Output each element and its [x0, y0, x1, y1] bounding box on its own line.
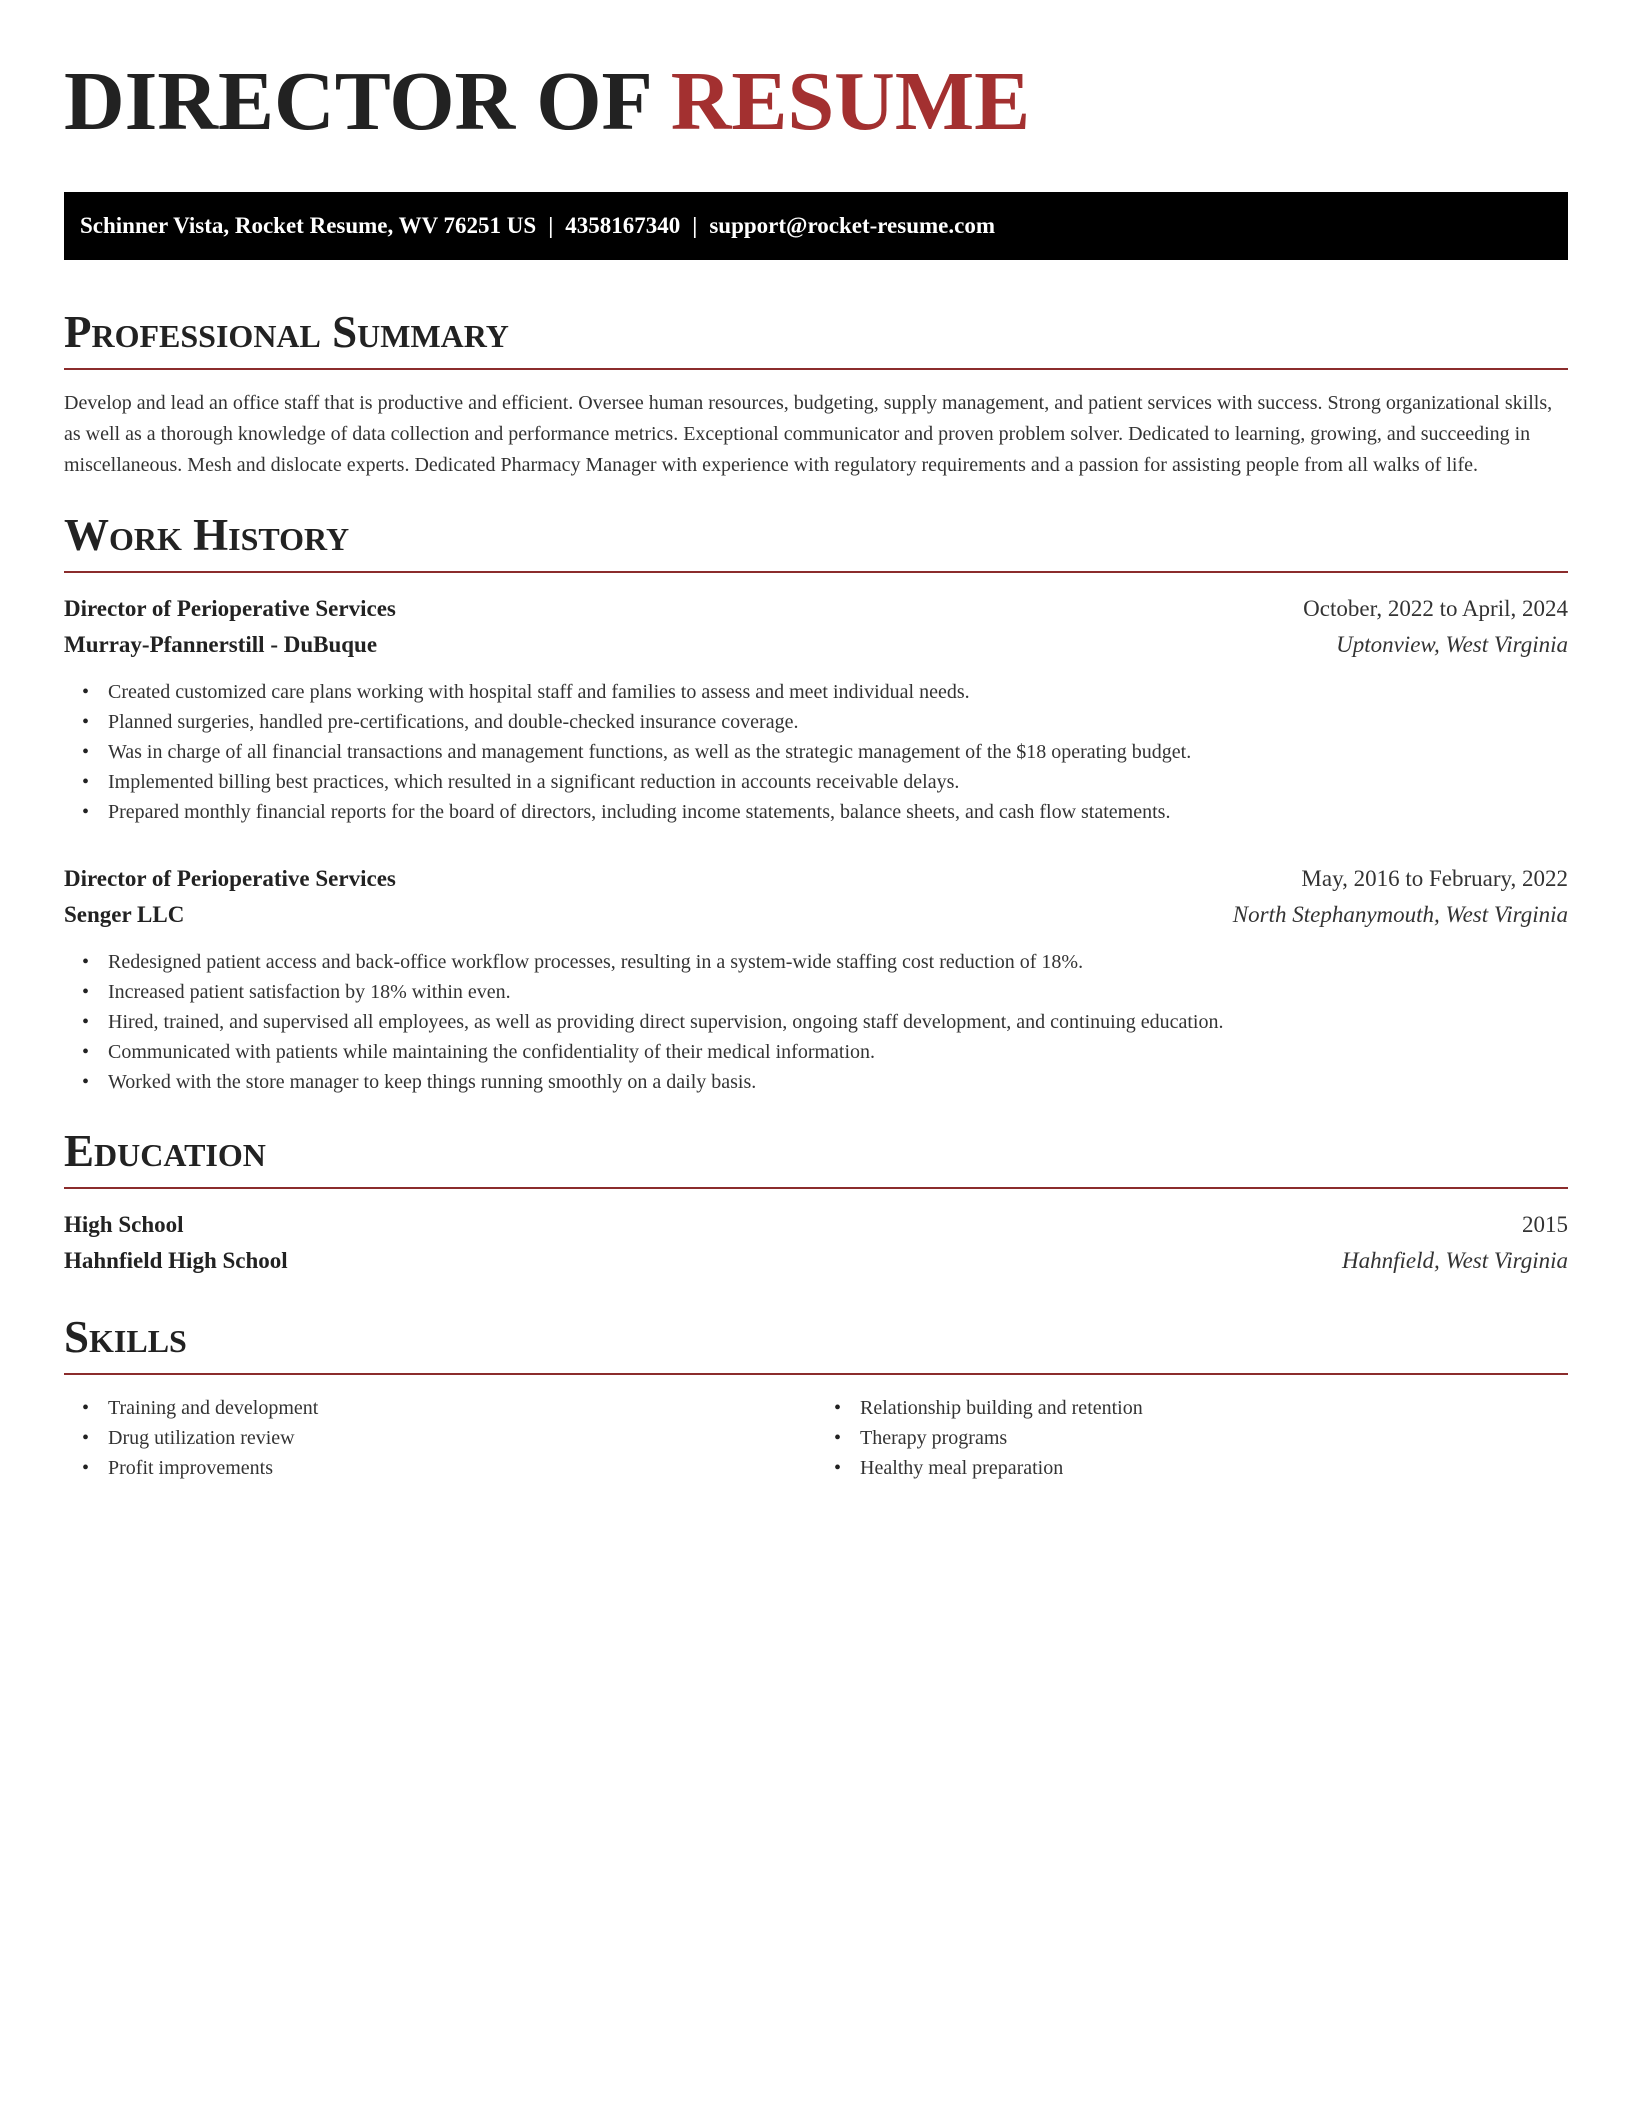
- skill-item: • Training and development: [108, 1393, 816, 1423]
- job-location: North Stephanymouth, West Virginia: [1232, 902, 1568, 927]
- job-bullet: • Communicated with patients while maintaining the confidentiality of their medical information.: [108, 1037, 1568, 1067]
- skills-right-list: [816, 1393, 1568, 1483]
- education-year: 2015: [1522, 1212, 1568, 1237]
- contact-email: support@rocket-resume.com: [709, 213, 995, 238]
- job-dates: May, 2016 to February, 2022: [1301, 866, 1568, 891]
- section-divider: [64, 571, 1568, 573]
- name-first: DIRECTOR OF: [64, 55, 650, 148]
- skills-section: [64, 1311, 1568, 1483]
- job-bullet: • Hired, trained, and supervised all employees, as well as providing direct supervision, ongoing staff development, and continuing education.: [108, 1007, 1568, 1037]
- work-history-section: [64, 509, 1568, 1097]
- skills-columns: [64, 1393, 1568, 1483]
- contact-bar: [64, 192, 1568, 260]
- contact-separator: |: [548, 213, 554, 238]
- job-dates: October, 2022 to April, 2024: [1303, 596, 1568, 621]
- job-position: Director of Perioperative Services: [64, 866, 396, 891]
- education-school: Hahnfield High School: [64, 1248, 288, 1273]
- education-entry: [64, 1207, 1568, 1279]
- section-divider: [64, 1187, 1568, 1189]
- job-bullet: • Planned surgeries, handled pre-certifications, and double-checked insurance coverage.: [108, 707, 1568, 737]
- contact-separator: |: [692, 213, 698, 238]
- summary-text: Develop and lead an office staff that is productive and efficient. Oversee human resources, budgeting, supply management, and patient services with success. Strong organizational skills, as well as a thorough knowledge of data collection and performance metrics. Exceptional communicator and proven problem solver. Dedicated to learning, growing, and succeeding in miscellaneous. Mesh and dislocate experts. Dedicated Pharmacy Manager with experience with regulatory requirements and a passion for assisting people from all walks of life.: [64, 392, 1553, 476]
- job-bullet: • Prepared monthly financial reports for the board of directors, including income statements, balance sheets, and cash flow statements.: [108, 797, 1568, 827]
- summary-heading: Professional Summary: [64, 307, 509, 357]
- job-entry: [64, 591, 1568, 827]
- section-divider: [64, 368, 1568, 370]
- job-bullet: • Was in charge of all financial transactions and management functions, as well as the strategic management of the $18 operating budget.: [108, 737, 1568, 767]
- skill-item: • Therapy programs: [860, 1423, 1568, 1453]
- job-bullets: [64, 677, 1568, 827]
- job-company: Murray-Pfannerstill - DuBuque: [64, 632, 378, 657]
- job-location: Uptonview, West Virginia: [1336, 632, 1568, 657]
- job-bullets: [64, 947, 1568, 1097]
- skill-item: • Healthy meal preparation: [860, 1453, 1568, 1483]
- section-divider: [64, 1373, 1568, 1375]
- job-bullet: • Implemented billing best practices, which resulted in a significant reduction in accounts receivable delays.: [108, 767, 1568, 797]
- skill-item: • Drug utilization review: [108, 1423, 816, 1453]
- job-company: Senger LLC: [64, 902, 185, 927]
- skills-left-list: [64, 1393, 816, 1483]
- work-history-heading: Work History: [64, 510, 350, 560]
- resume-name: [64, 56, 1568, 148]
- skill-item: • Profit improvements: [108, 1453, 816, 1483]
- contact-address: Schinner Vista, Rocket Resume, WV 76251 US: [80, 213, 537, 238]
- job-bullet: • Worked with the store manager to keep things running smoothly on a daily basis.: [108, 1067, 1568, 1097]
- job-position: Director of Perioperative Services: [64, 596, 396, 621]
- summary-section: [64, 306, 1568, 481]
- education-degree: High School: [64, 1212, 184, 1237]
- job-entry: [64, 861, 1568, 1097]
- name-last: RESUME: [670, 55, 1031, 148]
- education-section: [64, 1125, 1568, 1279]
- job-bullet: • Redesigned patient access and back-office workflow processes, resulting in a system-wide staffing cost reduction of 18%.: [108, 947, 1568, 977]
- job-bullet: • Increased patient satisfaction by 18% within even.: [108, 977, 1568, 1007]
- job-bullet: • Created customized care plans working with hospital staff and families to assess and meet individual needs.: [108, 677, 1568, 707]
- education-heading: Education: [64, 1126, 266, 1176]
- contact-phone: 4358167340: [565, 213, 681, 238]
- skill-item: • Relationship building and retention: [860, 1393, 1568, 1423]
- education-location: Hahnfield, West Virginia: [1342, 1248, 1568, 1273]
- skills-heading: Skills: [64, 1312, 187, 1362]
